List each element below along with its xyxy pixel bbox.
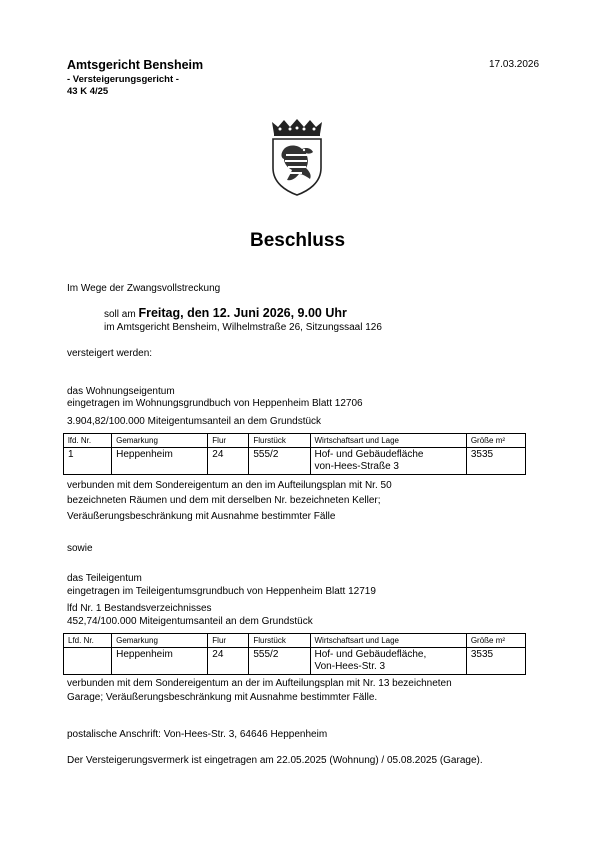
cell-wirtschaftsart-line1: Hof- und Gebäudefläche <box>314 449 424 460</box>
document-title: Beschluss <box>249 230 346 251</box>
col-header-lfd-nr: lfd. Nr. <box>64 434 112 448</box>
property1-description-line3: Veräußerungsbeschränkung mit Ausnahme bestimmter Fälle <box>67 511 336 522</box>
col-header-flurstueck: Flurstück <box>249 634 310 648</box>
registration-note: Der Versteigerungsvermerk ist eingetragen am 22.05.2025 (Wohnung) / 05.08.2025 (Garage). <box>67 755 483 766</box>
property1-description-line1: verbunden mit dem Sondereigentum an den im Aufteilungsplan mit Nr. 50 <box>67 480 392 491</box>
property1-parcel-table <box>63 433 526 475</box>
col-header-lfd-nr: Lfd. Nr. <box>64 634 112 648</box>
col-header-gemarkung: Gemarkung <box>112 434 208 448</box>
col-header-gemarkung: Gemarkung <box>112 634 208 648</box>
property1-description-line2: bezeichneten Räumen und dem mit derselben Nr. bezeichneten Keller; <box>67 495 381 506</box>
property2-description-line1: verbunden mit dem Sondereigentum an der im Aufteilungsplan mit Nr. 13 bezeichneten <box>67 678 452 689</box>
conjunction-text: sowie <box>67 543 93 554</box>
cell-groesse: 3535 <box>466 448 525 475</box>
col-header-groesse: Größe m² <box>466 434 525 448</box>
col-header-groesse: Größe m² <box>466 634 525 648</box>
table-row <box>64 448 526 475</box>
col-header-flur: Flur <box>208 634 249 648</box>
property2-type: das Teileigentum <box>67 573 142 584</box>
cell-lfd-nr: 1 <box>64 448 112 475</box>
appointment-line <box>104 306 347 320</box>
property2-parcel-table <box>63 633 526 675</box>
cell-groesse: 3535 <box>466 648 525 675</box>
col-header-flur: Flur <box>208 434 249 448</box>
cell-wirtschaftsart-line2: Von-Hees-Str. 3 <box>314 661 386 672</box>
cell-flur: 24 <box>208 648 249 675</box>
intro-text: Im Wege der Zwangsvollstreckung <box>67 283 221 294</box>
property1-type: das Wohnungseigentum <box>67 386 175 397</box>
property2-inventory: lfd Nr. 1 Bestandsverzeichnisses <box>67 603 212 614</box>
cell-lfd-nr <box>64 648 112 675</box>
auctioned-text: versteigert werden: <box>67 348 153 359</box>
property2-share: 452,74/100.000 Miteigentumsanteil an dem Grundstück <box>67 616 313 627</box>
appointment-location: im Amtsgericht Bensheim, Wilhelmstraße 26, Sitzungssaal 126 <box>104 322 382 333</box>
table-header-row <box>64 434 526 448</box>
property1-register: eingetragen im Wohnungsgrundbuch von Heppenheim Blatt 12706 <box>67 398 363 409</box>
col-header-wirtschaftsart: Wirtschaftsart und Lage <box>310 634 466 648</box>
cell-flur: 24 <box>208 448 249 475</box>
appointment-prefix: soll am <box>104 309 136 320</box>
property2-description-line2: Garage; Veräußerungsbeschränkung mit Ausnahme bestimmter Fälle. <box>67 692 378 703</box>
cell-wirtschaftsart <box>310 448 466 475</box>
court-name: Amtsgericht Bensheim <box>67 58 204 72</box>
hessen-coat-of-arms-icon <box>268 118 326 196</box>
postal-address: postalische Anschrift: Von-Hees-Str. 3, 64646 Heppenheim <box>67 729 328 740</box>
col-header-wirtschaftsart: Wirtschaftsart und Lage <box>310 434 466 448</box>
cell-wirtschaftsart <box>310 648 466 675</box>
cell-gemarkung: Heppenheim <box>112 648 208 675</box>
table-header-row <box>64 634 526 648</box>
col-header-flurstueck: Flurstück <box>249 434 310 448</box>
document-date: 17.03.2026 <box>489 59 540 70</box>
cell-flurstueck: 555/2 <box>249 648 310 675</box>
cell-flurstueck: 555/2 <box>249 448 310 475</box>
cell-wirtschaftsart-line2: von-Hees-Straße 3 <box>314 461 399 472</box>
cell-gemarkung: Heppenheim <box>112 448 208 475</box>
cell-wirtschaftsart-line1: Hof- und Gebäudefläche, <box>314 649 427 660</box>
table-row <box>64 648 526 675</box>
case-number: 43 K 4/25 <box>67 86 109 97</box>
appointment-date-time: Freitag, den 12. Juni 2026, 9.00 Uhr <box>138 306 347 320</box>
property2-register: eingetragen im Teileigentumsgrundbuch von Heppenheim Blatt 12719 <box>67 586 376 597</box>
court-department: - Versteigerungsgericht - <box>67 74 179 85</box>
property1-share: 3.904,82/100.000 Miteigentumsanteil an dem Grundstück <box>67 416 322 427</box>
